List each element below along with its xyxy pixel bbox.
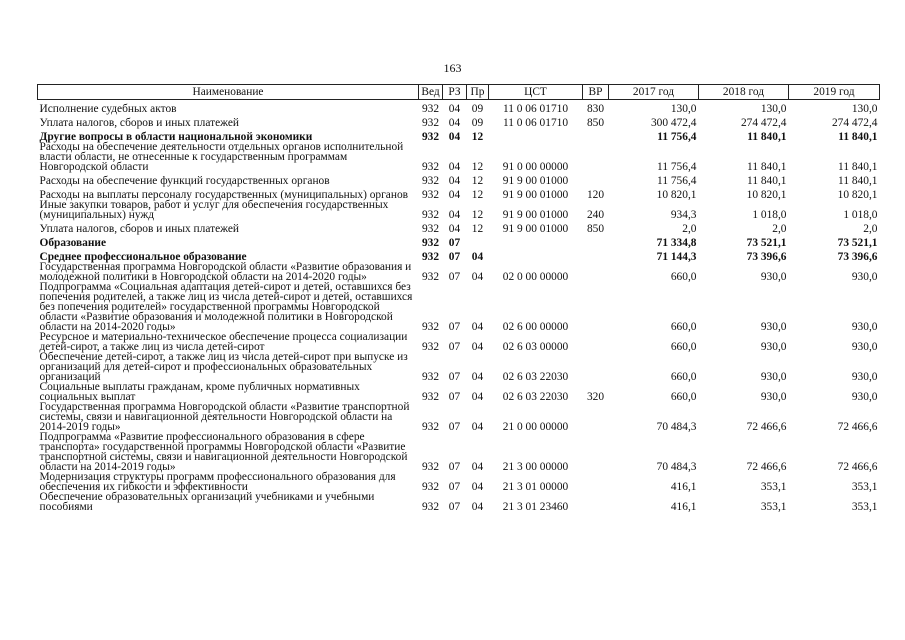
table-row — [38, 492, 880, 512]
cell-2018: 10 820,1 — [746, 189, 787, 201]
cell-rz: 04 — [448, 103, 461, 115]
cell-vr — [583, 352, 609, 382]
table-row — [38, 172, 880, 186]
cell-cst: 11 0 06 01710 — [502, 117, 569, 129]
table-header — [38, 85, 880, 100]
cell-2018: 73 521,1 — [746, 237, 787, 249]
cell-pr — [467, 234, 489, 248]
cell-2018: 930,0 — [760, 371, 787, 383]
cell-pr: 12 — [471, 161, 484, 173]
cell-rz: 04 — [448, 209, 461, 221]
cell-cst: 02 0 00 00000 — [502, 271, 569, 283]
cell-vr — [583, 492, 609, 512]
cell-2019: 930,0 — [851, 321, 878, 333]
cell-2019: 930,0 — [851, 371, 878, 383]
cell-rz: 04 — [448, 161, 461, 173]
cell-cst: 21 0 00 00000 — [502, 421, 569, 433]
col-header-ved: Вед — [419, 85, 443, 100]
cell-2019: 930,0 — [851, 391, 878, 403]
cell-2019: 930,0 — [851, 341, 878, 353]
cell-2017: 660,0 — [670, 371, 697, 383]
cell-pr: 04 — [471, 341, 484, 353]
cell-ved: 932 — [421, 461, 440, 473]
cell-name: Государственная программа Новгородской области «Развитие транспортной системы, связи и навигационной деятельности Новгородской области на 2014-2019 годы» — [39, 401, 410, 433]
cell-cst: 02 6 03 22030 — [502, 391, 569, 403]
cell-2018: 73 396,6 — [746, 251, 787, 263]
cell-rz: 07 — [448, 461, 461, 473]
cell-name: Среднее профессиональное образование — [39, 251, 247, 263]
cell-pr: 09 — [471, 103, 484, 115]
col-header-pr: Пр — [467, 85, 489, 100]
cell-pr: 04 — [471, 251, 484, 263]
cell-ved: 932 — [421, 223, 440, 235]
cell-name: Исполнение судебных актов — [39, 103, 177, 115]
cell-vr — [583, 142, 609, 172]
cell-cst — [489, 128, 583, 142]
cell-ved: 932 — [421, 391, 440, 403]
cell-ved: 932 — [421, 371, 440, 383]
cell-rz: 07 — [448, 271, 461, 283]
cell-cst: 21 3 01 23460 — [502, 501, 569, 513]
table-row — [38, 128, 880, 142]
cell-2017: 660,0 — [670, 321, 697, 333]
cell-2019: 353,1 — [851, 481, 878, 493]
cell-ved: 932 — [421, 131, 440, 143]
cell-2017: 300 472,4 — [650, 117, 697, 129]
cell-name: Ресурсное и материально-техническое обеспечение процесса социализации детей-сирот, а также лиц из числа детей-сирот — [39, 331, 408, 353]
table-row — [38, 332, 880, 352]
cell-2019: 73 521,1 — [837, 237, 878, 249]
table-row — [38, 200, 880, 220]
cell-2018: 11 840,1 — [747, 175, 787, 187]
table-row — [38, 186, 880, 200]
cell-name: Образование — [39, 237, 107, 249]
cell-2017: 130,0 — [670, 103, 697, 115]
cell-2019: 1 018,0 — [843, 209, 878, 221]
cell-pr: 04 — [471, 421, 484, 433]
cell-2017: 70 484,3 — [656, 461, 697, 473]
cell-vr: 320 — [586, 391, 605, 403]
cell-ved: 932 — [421, 209, 440, 221]
table-row — [38, 282, 880, 332]
table-row — [38, 100, 880, 115]
cell-rz: 07 — [448, 341, 461, 353]
cell-2017: 416,1 — [670, 481, 697, 493]
cell-2017: 71 334,8 — [656, 237, 697, 249]
cell-vr — [583, 234, 609, 248]
cell-vr — [583, 282, 609, 332]
cell-2017: 10 820,1 — [656, 189, 697, 201]
cell-cst: 91 9 00 01000 — [502, 209, 569, 221]
cell-cst: 02 6 03 00000 — [502, 341, 569, 353]
table-body — [38, 100, 880, 513]
cell-pr: 04 — [471, 321, 484, 333]
cell-ved: 932 — [421, 501, 440, 513]
cell-2019: 10 820,1 — [837, 189, 878, 201]
cell-cst: 91 0 00 00000 — [502, 161, 569, 173]
col-header-2019: 2019 год — [789, 85, 880, 100]
col-header-rz: РЗ — [443, 85, 467, 100]
cell-name: Обеспечение детей-сирот, а также лиц из числа детей-сирот при выпуске из организаций для детей-сирот и профессиональных образовательных организаций — [39, 351, 408, 383]
cell-rz: 07 — [448, 251, 461, 263]
cell-ved: 932 — [421, 117, 440, 129]
cell-2019: 274 472,4 — [831, 117, 878, 129]
cell-2017: 11 756,4 — [657, 175, 697, 187]
cell-2019: 11 840,1 — [838, 131, 878, 143]
table-row — [38, 352, 880, 382]
cell-cst: 11 0 06 01710 — [502, 103, 569, 115]
table-row — [38, 382, 880, 402]
cell-2018: 930,0 — [760, 341, 787, 353]
cell-2018: 274 472,4 — [740, 117, 787, 129]
table-row — [38, 248, 880, 262]
table-row — [38, 114, 880, 128]
cell-2017: 2,0 — [682, 223, 697, 235]
cell-vr: 850 — [586, 117, 605, 129]
cell-2019: 130,0 — [851, 103, 878, 115]
cell-rz: 07 — [448, 501, 461, 513]
cell-pr: 04 — [471, 371, 484, 383]
cell-2018: 930,0 — [760, 321, 787, 333]
cell-cst — [489, 248, 583, 262]
cell-2017: 70 484,3 — [656, 421, 697, 433]
cell-name: Модернизация структуры программ профессионального образования для обеспечения их гибкости и эффективности — [39, 471, 396, 493]
cell-2019: 930,0 — [851, 271, 878, 283]
cell-2017: 416,1 — [670, 501, 697, 513]
cell-pr: 04 — [471, 271, 484, 283]
cell-pr: 12 — [471, 175, 484, 187]
cell-ved: 932 — [421, 341, 440, 353]
cell-pr: 12 — [471, 223, 484, 235]
cell-rz: 04 — [448, 117, 461, 129]
cell-name: Социальные выплаты гражданам, кроме публичных нормативных социальных выплат — [39, 381, 360, 403]
cell-2019: 11 840,1 — [838, 161, 878, 173]
cell-cst: 91 9 00 01000 — [502, 175, 569, 187]
cell-name: Обеспечение образовательных организаций учебниками и учебными пособиями — [39, 491, 375, 513]
cell-2019: 72 466,6 — [837, 461, 878, 473]
table-row — [38, 234, 880, 248]
cell-vr: 850 — [586, 223, 605, 235]
cell-name: Уплата налогов, сборов и иных платежей — [39, 117, 239, 129]
cell-2018: 11 840,1 — [747, 131, 787, 143]
col-header-name: Наименование — [38, 85, 419, 100]
cell-ved: 932 — [421, 103, 440, 115]
cell-2018: 353,1 — [760, 481, 787, 493]
cell-rz: 07 — [448, 391, 461, 403]
cell-2017: 71 144,3 — [656, 251, 697, 263]
cell-name: Другие вопросы в области национальной экономики — [39, 131, 313, 143]
cell-ved: 932 — [421, 161, 440, 173]
cell-ved: 932 — [421, 175, 440, 187]
cell-name: Иные закупки товаров, работ и услуг для обеспечения государственных (муниципальных) нужд — [39, 199, 389, 221]
cell-ved: 932 — [421, 251, 440, 263]
table-row — [38, 472, 880, 492]
cell-2018: 930,0 — [760, 271, 787, 283]
cell-2018: 353,1 — [760, 501, 787, 513]
cell-2017: 11 756,4 — [657, 131, 697, 143]
cell-ved: 932 — [421, 321, 440, 333]
cell-2018: 130,0 — [760, 103, 787, 115]
table-row — [38, 432, 880, 472]
col-header-2017: 2017 год — [609, 85, 699, 100]
cell-ved: 932 — [421, 189, 440, 201]
cell-vr — [583, 128, 609, 142]
cell-rz: 04 — [448, 223, 461, 235]
col-header-cst: ЦСТ — [489, 85, 583, 100]
cell-2019: 11 840,1 — [838, 175, 878, 187]
cell-cst: 21 3 01 00000 — [502, 481, 569, 493]
cell-name: Уплата налогов, сборов и иных платежей — [39, 223, 239, 235]
cell-cst: 91 9 00 01000 — [502, 189, 569, 201]
cell-pr: 04 — [471, 391, 484, 403]
table-row — [38, 402, 880, 432]
cell-ved: 932 — [421, 271, 440, 283]
cell-pr: 04 — [471, 481, 484, 493]
cell-name: Государственная программа Новгородской области «Развитие образования и молодежной политики в Новгородской области на 2014-2020 годы» — [39, 261, 412, 283]
cell-pr: 04 — [471, 461, 484, 473]
cell-rz: 04 — [448, 131, 461, 143]
cell-vr — [583, 172, 609, 186]
cell-rz: 04 — [448, 189, 461, 201]
cell-pr: 12 — [471, 209, 484, 221]
cell-name: Расходы на выплаты персоналу государственных (муниципальных) органов — [39, 189, 409, 201]
cell-rz: 07 — [448, 237, 461, 249]
cell-pr: 09 — [471, 117, 484, 129]
cell-vr: 240 — [586, 209, 605, 221]
cell-2018: 72 466,6 — [746, 461, 787, 473]
cell-vr — [583, 402, 609, 432]
cell-2018: 72 466,6 — [746, 421, 787, 433]
cell-2019: 2,0 — [863, 223, 878, 235]
budget-table — [37, 84, 880, 512]
cell-2018: 2,0 — [772, 223, 787, 235]
cell-ved: 932 — [421, 237, 440, 249]
cell-2018: 11 840,1 — [747, 161, 787, 173]
cell-vr — [583, 248, 609, 262]
cell-2018: 930,0 — [760, 391, 787, 403]
cell-vr — [583, 432, 609, 472]
cell-rz: 04 — [448, 175, 461, 187]
cell-pr: 04 — [471, 501, 484, 513]
col-header-vr: ВР — [583, 85, 609, 100]
col-header-2018: 2018 год — [699, 85, 789, 100]
cell-2017: 11 756,4 — [657, 161, 697, 173]
cell-vr: 120 — [586, 189, 605, 201]
cell-rz: 07 — [448, 371, 461, 383]
cell-cst: 21 3 00 00000 — [502, 461, 569, 473]
cell-cst: 02 6 03 22030 — [502, 371, 569, 383]
cell-vr — [583, 472, 609, 492]
cell-2019: 73 396,6 — [837, 251, 878, 263]
cell-2017: 660,0 — [670, 271, 697, 283]
cell-vr: 830 — [586, 103, 605, 115]
table-row — [38, 262, 880, 282]
cell-cst: 91 9 00 01000 — [502, 223, 569, 235]
cell-vr — [583, 262, 609, 282]
cell-rz: 07 — [448, 321, 461, 333]
cell-rz: 07 — [448, 421, 461, 433]
cell-cst — [489, 234, 583, 248]
table-row — [38, 220, 880, 234]
cell-name: Расходы на обеспечение деятельности отдельных органов исполнительной власти области, не отнесенные к государственным программам Новгородской области — [39, 141, 404, 173]
cell-2019: 353,1 — [851, 501, 878, 513]
cell-rz: 07 — [448, 481, 461, 493]
page-number: 163 — [443, 61, 462, 75]
cell-2017: 660,0 — [670, 341, 697, 353]
cell-cst: 02 6 00 00000 — [502, 321, 569, 333]
cell-name: Расходы на обеспечение функций государственных органов — [39, 175, 330, 187]
table-row — [38, 142, 880, 172]
cell-vr — [583, 332, 609, 352]
cell-pr: 12 — [471, 189, 484, 201]
cell-ved: 932 — [421, 421, 440, 433]
cell-2017: 660,0 — [670, 391, 697, 403]
cell-name: Подпрограмма «Развитие профессионального образования в сфере транспорта» государственной программы Новгородской области «Развитие транспортной системы, связи и навигационной деятельности Новгородской области на 2014-2019 годы» — [39, 431, 408, 473]
cell-2017: 934,3 — [670, 209, 697, 221]
cell-2019: 72 466,6 — [837, 421, 878, 433]
cell-pr: 12 — [471, 131, 484, 143]
cell-name: Подпрограмма «Социальная адаптация детей-сирот и детей, оставшихся без попечения родителей, а также лиц из числа детей-сирот и детей, оставшихся без попечения родителей» государственной программы Новгородской области «Развитие образования и молодежной политики в Новгородской области на 2014-2020 годы» — [39, 281, 413, 333]
cell-2018: 1 018,0 — [752, 209, 787, 221]
cell-ved: 932 — [421, 481, 440, 493]
